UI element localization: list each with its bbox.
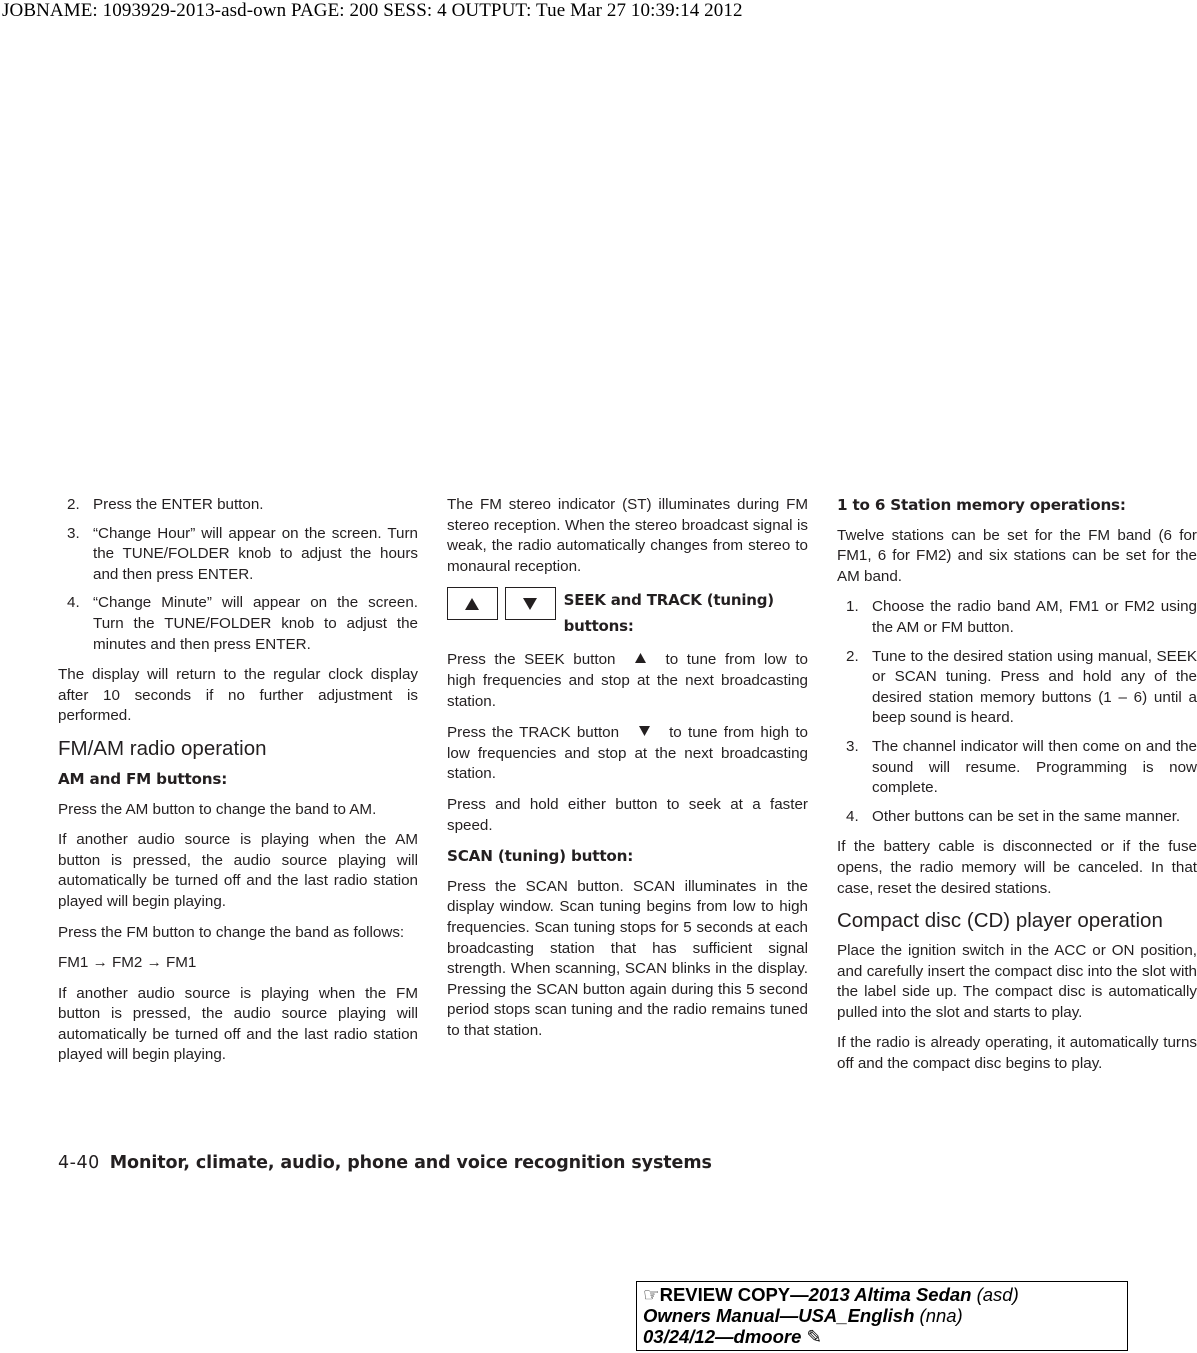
paragraph-seek: Press the SEEK button to tune from low to high frequencies and stop at the next broadcasting station. bbox=[447, 651, 809, 710]
review-copy-box bbox=[636, 1281, 1128, 1351]
list-item: 3. “Change Hour” will appear on the screen. Turn the TUNE/FOLDER knob to adjust the hours and then press ENTER. bbox=[67, 524, 418, 583]
list-item: 2. Tune to the desired station using manual, SEEK or SCAN tuning. Press and hold any of the desired station memory buttons (1 – 6) until a beep sound is heard. bbox=[846, 647, 1197, 727]
review-line-1: ☞REVIEW COPY—2013 Altima Sedan (asd) bbox=[643, 1284, 1019, 1305]
list-item: 2. Press the ENTER button. bbox=[67, 496, 264, 513]
paragraph: Press the SCAN button. SCAN illuminates in the display window. Scan tuning begins from low to high frequencies. Scan tuning stops for 5 seconds at each broadcasting station that has sufficient signal strength. When scanning, SCAN blinks in the display. Pressing the SCAN button again during this 5 second period stops scan tuning and the radio remains tuned to that station. bbox=[447, 877, 808, 1039]
paragraph: If another audio source is playing when the AM button is pressed, the audio source playing will automatically be turned off and the last radio station played will begin playing. bbox=[58, 831, 418, 910]
list-item: 3. The channel indicator will then come on and the sound will resume. Programming is now complete. bbox=[846, 737, 1197, 797]
subheading-seek-track: SEEK and TRACK (tuning) buttons: bbox=[563, 591, 774, 636]
paragraph: Twelve stations can be set for the FM band (6 for FM1, 6 for FM2) and six stations can be set for the AM band. bbox=[837, 526, 1197, 585]
paragraph: Press the FM button to change the band as follows: bbox=[58, 923, 405, 941]
section-heading-cd: Compact disc (CD) player operation bbox=[837, 909, 1163, 933]
seek-track-heading-row bbox=[447, 587, 808, 639]
page-number: 4-40 bbox=[58, 1153, 100, 1173]
paragraph: Press the AM button to change the band to AM. bbox=[58, 800, 377, 818]
up-triangle-icon bbox=[616, 649, 666, 670]
paragraph: If the battery cable is disconnected or if the fuse opens, the radio memory will be canceled. In that case, reset the desired stations. bbox=[837, 838, 1197, 897]
paragraph: Press and hold either button to seek at a faster speed. bbox=[447, 795, 808, 834]
pointing-hand-icon: ☞ bbox=[643, 1284, 660, 1305]
writing-hand-icon: ✎ bbox=[806, 1326, 823, 1347]
subheading-amfm-buttons: AM and FM buttons: bbox=[58, 769, 228, 788]
clock-steps-list bbox=[58, 495, 418, 655]
memory-steps-list bbox=[837, 597, 1197, 827]
paragraph: Place the ignition switch in the ACC or ON position, and carefully insert the compact disc into the slot with the label side up. The compact disc is automatically pulled into the slot and starts to play. bbox=[837, 942, 1197, 1021]
paragraph: If another audio source is playing when the FM button is pressed, the audio source playing will automatically be turned off and the last radio station played will begin playing. bbox=[58, 984, 418, 1064]
band-sequence: FM1 → FM2 → FM1 bbox=[58, 954, 197, 972]
seek-up-button-icon bbox=[447, 587, 498, 620]
paragraph-track: Press the TRACK button to tune from high to low frequencies and stop at the next broadcasting station. bbox=[447, 724, 808, 783]
paragraph: The FM stereo indicator (ST) illuminates during FM stereo reception. When the stereo broadcast signal is weak, the radio automatically changes from stereo to monaural reception. bbox=[447, 496, 808, 575]
track-down-button-icon bbox=[505, 587, 556, 620]
list-item: 1. Choose the radio band AM, FM1 or FM2 using the AM or FM button. bbox=[846, 598, 1197, 636]
list-item: 4. Other buttons can be set in the same manner. bbox=[846, 807, 1181, 825]
review-line-3: 03/24/12—dmoore ✎ bbox=[643, 1326, 823, 1347]
subheading-memory: 1 to 6 Station memory operations: bbox=[837, 496, 1126, 514]
paragraph: If the radio is already operating, it automatically turns off and the compact disc begins to play. bbox=[837, 1034, 1197, 1073]
list-item: 4. “Change Minute” will appear on the screen. Turn the TUNE/FOLDER knob to adjust the minutes and then press ENTER. bbox=[67, 594, 418, 653]
page-footer bbox=[58, 1153, 712, 1173]
job-header: JOBNAME: 1093929-2013-asd-own PAGE: 200 SESS: 4 OUTPUT: Tue Mar 27 10:39:14 2012 bbox=[2, 0, 743, 21]
review-line-2: Owners Manual—USA_English (nna) bbox=[643, 1305, 963, 1326]
column-2 bbox=[447, 495, 808, 1051]
paragraph: The display will return to the regular clock display after 10 seconds if no further adjustment is performed. bbox=[58, 666, 418, 725]
column-1 bbox=[58, 495, 418, 1076]
down-triangle-icon bbox=[619, 722, 669, 743]
subheading-scan: SCAN (tuning) button: bbox=[447, 847, 634, 866]
section-title: Monitor, climate, audio, phone and voice recognition systems bbox=[109, 1153, 712, 1173]
section-heading-fmam: FM/AM radio operation bbox=[58, 736, 267, 760]
column-3 bbox=[837, 495, 1197, 1085]
